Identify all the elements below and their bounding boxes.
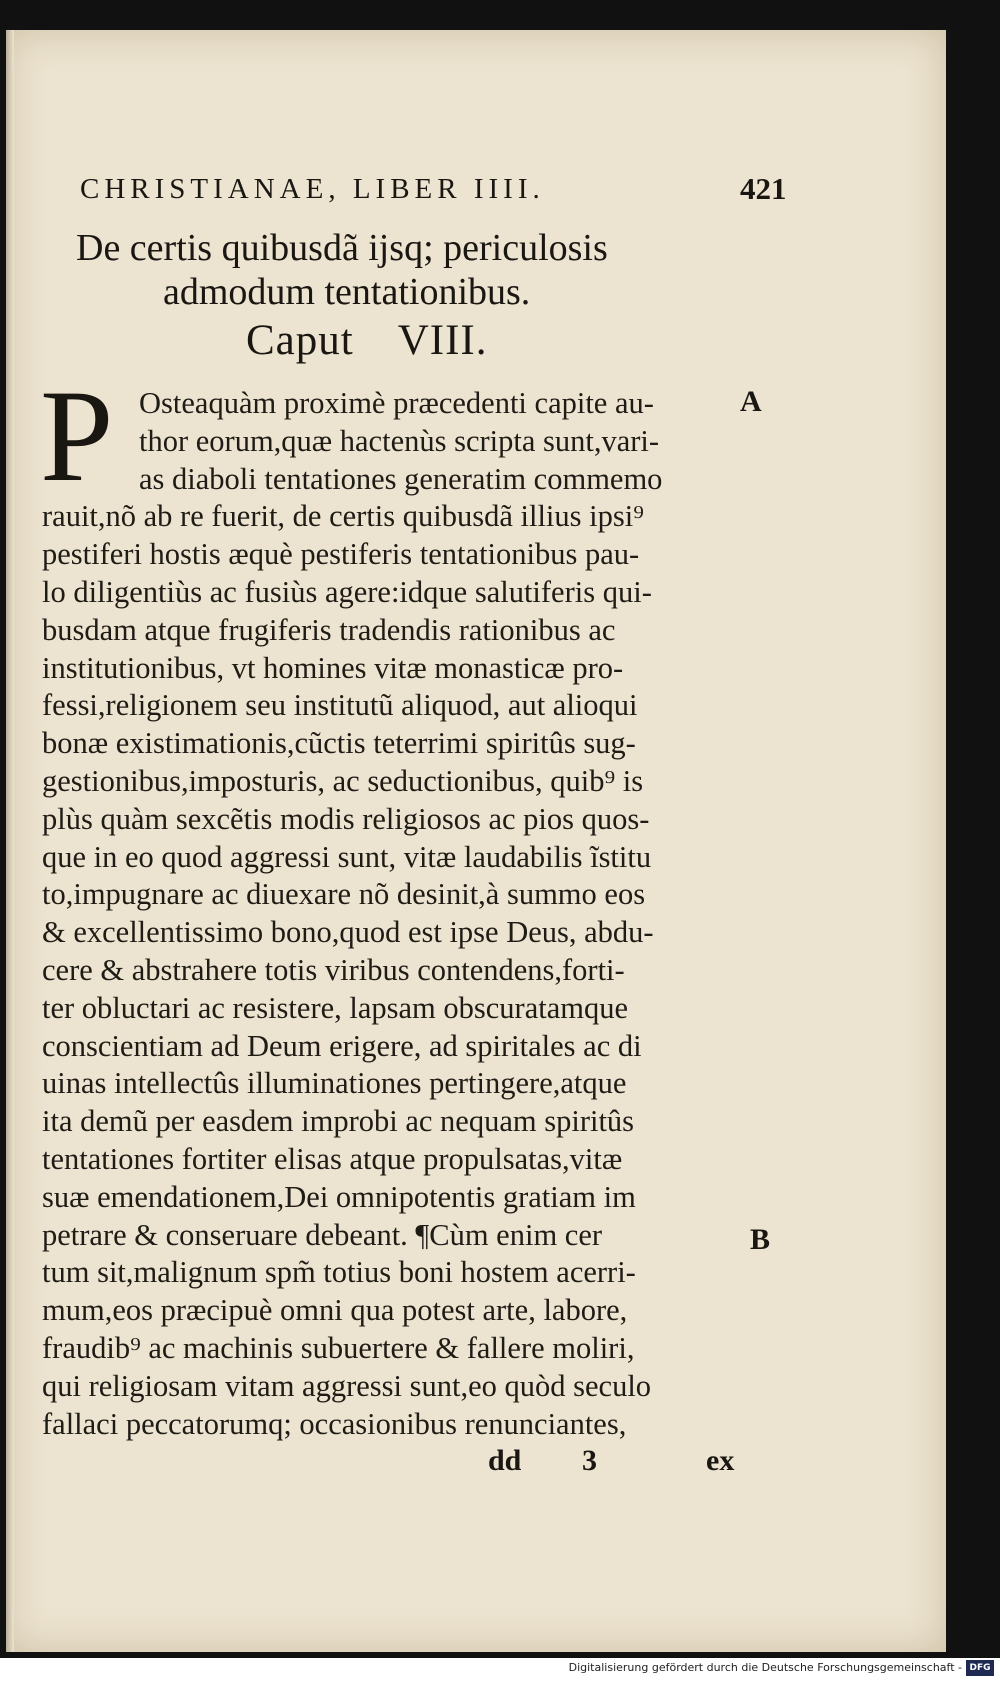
text-line: uinas intellectûs illuminationes pertingere,atque xyxy=(42,1066,627,1101)
text-line: & excellentissimo bono,quod est ipse Deus, abdu- xyxy=(42,915,654,950)
text-line: qui religiosam vitam aggressi sunt,eo quòd seculo xyxy=(42,1368,652,1403)
text-line: thor eorum,quæ hactenùs scripta sunt,vari- xyxy=(139,423,660,458)
text-line: plùs quàm sexcẽtis modis religiosos ac pios quos- xyxy=(42,801,650,836)
signature-mark: dd xyxy=(488,1444,522,1477)
drop-cap-initial: P xyxy=(40,362,114,509)
page-number: 421 xyxy=(740,171,787,206)
text-line: pestiferi hostis æquè pestiferis tentationibus pau- xyxy=(42,537,640,572)
body-text xyxy=(42,385,742,1443)
text-line: tum sit,malignum spm̃ totius boni hostem acerri- xyxy=(42,1255,636,1290)
text-line: to,impugnare ac diuexare nõ desinit,à summo eos xyxy=(42,877,646,912)
margin-letter-b: B xyxy=(750,1223,771,1256)
dfg-logo: DFG xyxy=(966,1660,994,1676)
text-line: ita demũ per easdem improbi ac nequam spiritûs xyxy=(42,1104,635,1139)
text-line: bonæ existimationis,cũctis teterrimi spiritûs sug- xyxy=(42,726,636,761)
margin-letter-a: A xyxy=(740,385,762,418)
text-line: conscientiam ad Deum erigere, ad spiritales ac di xyxy=(42,1028,642,1063)
chapter-number xyxy=(246,316,487,365)
footer-credit: Digitalisierung gefördert durch die Deutsche Forschungsgemeinschaft - xyxy=(568,1661,962,1674)
chapter-title-line-2: admodum tentationibus. xyxy=(163,271,531,313)
text-line: lo diligentiùs ac fusiùs agere:idque salutiferis qui- xyxy=(42,574,652,609)
chapter-title xyxy=(76,226,776,314)
text-line: mum,eos præcipuè omni qua potest arte, labore, xyxy=(42,1293,628,1328)
text-line: cere & abstrahere totis viribus contendens,forti- xyxy=(42,952,625,987)
running-head: CHRISTIANAE, LIBER IIII. xyxy=(80,173,545,205)
signature-number: 3 xyxy=(582,1444,597,1477)
caput-label: Caput xyxy=(246,317,354,364)
text-line: institutionibus, vt homines vitæ monasticæ pro- xyxy=(42,650,624,685)
book-page xyxy=(6,30,946,1652)
caput-number: VIII. xyxy=(397,317,488,364)
text-line: fessi,religionem seu institutũ aliquod, aut alioqui xyxy=(42,688,638,723)
text-line: suæ emendationem,Dei omnipotentis gratiam im xyxy=(42,1179,636,1214)
page-gutter-shadow xyxy=(6,30,14,1652)
catchword: ex xyxy=(706,1444,735,1477)
text-line: tentationes fortiter elisas atque propulsatas,vitæ xyxy=(42,1141,623,1176)
text-line: que in eo quod aggressi sunt, vitæ laudabilis ĩstitu xyxy=(42,839,652,874)
text-line: gestionibus,imposturis, ac seductionibus, quib⁹ is xyxy=(42,763,644,798)
text-line: fallaci peccatorumq; occasionibus renunciantes, xyxy=(42,1406,627,1441)
text-line: petrare & conseruare debeant. ¶Cùm enim cer xyxy=(42,1217,603,1252)
text-line: rauit,nõ ab re fuerit, de certis quibusdã illius ipsi⁹ xyxy=(42,499,644,534)
text-line: busdam atque frugiferis tradendis rationibus ac xyxy=(42,612,616,647)
chapter-title-line-1: De certis quibusdã ĳsq; periculosis xyxy=(76,227,608,269)
text-line: ter obluctari ac resistere, lapsam obscuratamque xyxy=(42,990,629,1025)
text-line: Osteaquàm proximè præcedenti capite au- xyxy=(139,386,654,420)
digitization-footer xyxy=(0,1658,1000,1682)
text-line: fraudib⁹ ac machinis subuertere & fallere moliri, xyxy=(42,1330,635,1365)
text-line: as diaboli tentationes generatim commemo xyxy=(139,461,663,496)
